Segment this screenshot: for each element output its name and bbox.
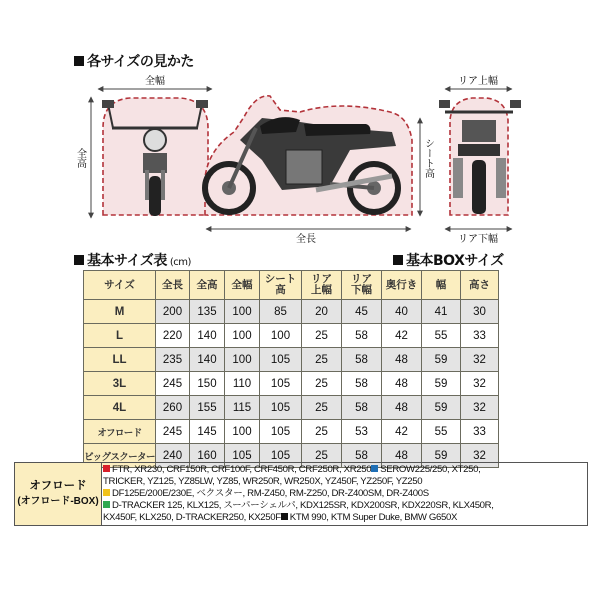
offroad-model-line — [103, 488, 585, 500]
table-cell: 45 — [342, 300, 382, 324]
table-cell: 100 — [260, 324, 302, 348]
square-bullet-icon — [74, 255, 84, 265]
table-cell: 25 — [302, 348, 342, 372]
table-cell: 155 — [190, 396, 225, 420]
table-cell: 58 — [342, 396, 382, 420]
table-cell: 48 — [382, 396, 422, 420]
size-label-cell: L — [84, 324, 156, 348]
table-cell: 100 — [225, 348, 260, 372]
table-header-cell — [260, 271, 302, 300]
table-cell: 58 — [342, 372, 382, 396]
offroad-model-text: KTM 990, KTM Super Duke, BMW G650X — [289, 512, 458, 523]
size-label-cell: 3L — [84, 372, 156, 396]
size-table — [83, 270, 499, 468]
table-cell: 48 — [382, 348, 422, 372]
box-table-title — [393, 250, 504, 270]
table-cell: 110 — [225, 372, 260, 396]
table-cell: 32 — [461, 372, 499, 396]
offroad-box — [14, 462, 588, 526]
front-view-diagram — [75, 74, 213, 218]
table-cell: 105 — [260, 396, 302, 420]
table-cell: 25 — [302, 420, 342, 444]
side-view-diagram — [205, 96, 435, 245]
table-cell: 100 — [225, 420, 260, 444]
table-cell: 245 — [156, 420, 190, 444]
table-cell: 100 — [225, 300, 260, 324]
table-cell: 32 — [461, 396, 499, 420]
table-header-text: 上幅 — [311, 284, 332, 296]
square-bullet-icon — [393, 255, 403, 265]
offroad-label-cell — [15, 463, 102, 525]
offroad-model-text: TRICKER, YZ125, YZ85LW, YZ85, WR250R, WR250X, YZ450F, YZ250F, YZ250 — [103, 476, 423, 487]
table-cell: 260 — [156, 396, 190, 420]
offroad-label: オフロード — [29, 480, 87, 492]
table-header-cell — [382, 271, 422, 300]
table-cell: 32 — [461, 348, 499, 372]
size-unit: (cm) — [169, 257, 191, 268]
table-cell: 48 — [382, 444, 422, 468]
table-cell: 240 — [156, 444, 190, 468]
table-header-text: リア — [311, 273, 332, 285]
table-header-text: シート — [264, 273, 297, 285]
front-width-label: 全幅 — [145, 76, 165, 87]
table-header-text: 全長 — [162, 278, 183, 291]
size-label-cell: ビッグスクーター — [84, 444, 156, 468]
table-cell: 25 — [302, 444, 342, 468]
table-header-text: サイズ — [104, 278, 135, 291]
table-cell: 140 — [190, 348, 225, 372]
offroad-model-line — [103, 512, 585, 524]
table-header-cell — [461, 271, 499, 300]
table-row — [84, 348, 499, 372]
offroad-model-text: D-TRACKER 125, KLX125, スーパーシェルパ, KDX125SR, KDX200SR, KDX220SR, KLX450R, — [112, 500, 494, 511]
table-cell: 58 — [342, 348, 382, 372]
table-cell: 40 — [382, 300, 422, 324]
length-label: 全長 — [296, 234, 316, 245]
table-cell: 55 — [422, 324, 461, 348]
table-header-cell — [190, 271, 225, 300]
table-cell: 140 — [190, 324, 225, 348]
table-cell: 42 — [382, 324, 422, 348]
table-header-text: 全幅 — [231, 278, 253, 291]
front-height-label: 全高 — [74, 148, 86, 168]
table-header-text: 下幅 — [351, 284, 372, 296]
table-header-text: 幅 — [435, 278, 447, 291]
table-header-text: 高 — [275, 284, 286, 296]
offroad-sublabel: (オフロード-BOX) — [17, 496, 99, 507]
table-cell: 20 — [302, 300, 342, 324]
table-cell: 59 — [422, 372, 461, 396]
table-body — [84, 300, 499, 468]
table-cell: 48 — [382, 372, 422, 396]
offroad-model-line — [103, 464, 585, 476]
table-cell: 59 — [422, 348, 461, 372]
table-header-cell — [342, 271, 382, 300]
table-header-cell — [225, 271, 260, 300]
table-cell: 145 — [190, 420, 225, 444]
table-cell: 42 — [382, 420, 422, 444]
table-header-cell — [302, 271, 342, 300]
offroad-model-text: KX450F, KLX250, D-TRACKER250, KX250F — [103, 512, 281, 523]
size-label-cell: LL — [84, 348, 156, 372]
table-cell: 33 — [461, 420, 499, 444]
blue-square-icon — [371, 465, 378, 472]
table-cell: 53 — [342, 420, 382, 444]
table-cell: 135 — [190, 300, 225, 324]
table-cell: 25 — [302, 372, 342, 396]
offroad-model-list — [103, 464, 585, 524]
size-label-cell: オフロード — [84, 420, 156, 444]
table-row — [84, 372, 499, 396]
offroad-model-text: FTR, XR230, CRF150R, CRF100F, CRF450R, CRF250R, XR250 — [112, 464, 372, 475]
table-cell: 59 — [422, 444, 461, 468]
table-cell: 160 — [190, 444, 225, 468]
offroad-model-text: DF125E/200E/230E, ベクスター, RM-Z450, RM-Z250, DR-Z400SM, DR-Z400S — [112, 488, 429, 499]
table-header-text: 全高 — [196, 278, 218, 291]
table-cell: 105 — [260, 348, 302, 372]
table-cell: 30 — [461, 300, 499, 324]
table-cell: 25 — [302, 396, 342, 420]
table-cell: 33 — [461, 324, 499, 348]
table-cell: 55 — [422, 420, 461, 444]
rear-top-width-label: リア上幅 — [458, 76, 498, 87]
table-cell: 200 — [156, 300, 190, 324]
rear-view-diagram — [439, 74, 521, 245]
table-cell: 100 — [225, 324, 260, 348]
offroad-model-line — [103, 476, 585, 488]
table-cell: 25 — [302, 324, 342, 348]
size-label-cell: M — [84, 300, 156, 324]
table-cell: 105 — [225, 444, 260, 468]
seat-height-label: シート高 — [422, 138, 434, 178]
black-square-icon — [281, 513, 288, 520]
table-header-cell — [422, 271, 461, 300]
table-cell: 105 — [260, 420, 302, 444]
table-row — [84, 396, 499, 420]
table-cell: 59 — [422, 396, 461, 420]
size-label-cell: 4L — [84, 396, 156, 420]
offroad-model-text: SEROW225/250, XT250, — [380, 464, 481, 475]
table-row — [84, 420, 499, 444]
table-cell: 105 — [260, 444, 302, 468]
table-cell: 150 — [190, 372, 225, 396]
table-header-row — [84, 271, 499, 300]
green-square-icon — [103, 501, 110, 508]
table-cell: 220 — [156, 324, 190, 348]
red-square-icon — [103, 465, 110, 472]
rear-bottom-width-label: リア下幅 — [458, 234, 498, 245]
table-header-text: リア — [351, 273, 372, 285]
table-header-cell — [84, 271, 156, 300]
yellow-square-icon — [103, 489, 110, 496]
table-header-cell — [156, 271, 190, 300]
table-cell: 235 — [156, 348, 190, 372]
table-cell: 85 — [260, 300, 302, 324]
table-header-text: 奥行き — [385, 278, 418, 291]
table-row — [84, 300, 499, 324]
table-cell: 41 — [422, 300, 461, 324]
table-cell: 32 — [461, 444, 499, 468]
box-table-title-text: 基本BOXサイズ — [406, 253, 504, 269]
offroad-model-line — [103, 500, 585, 512]
table-cell: 245 — [156, 372, 190, 396]
table-row — [84, 324, 499, 348]
table-cell: 58 — [342, 444, 382, 468]
size-table-title-text: 基本サイズ表 — [87, 253, 167, 269]
table-header-text: 高さ — [469, 278, 490, 291]
table-cell: 105 — [260, 372, 302, 396]
table-cell: 58 — [342, 324, 382, 348]
table-cell: 115 — [225, 396, 260, 420]
size-table-title — [74, 250, 191, 270]
views-title-text: 各サイズの見かた — [87, 54, 194, 70]
